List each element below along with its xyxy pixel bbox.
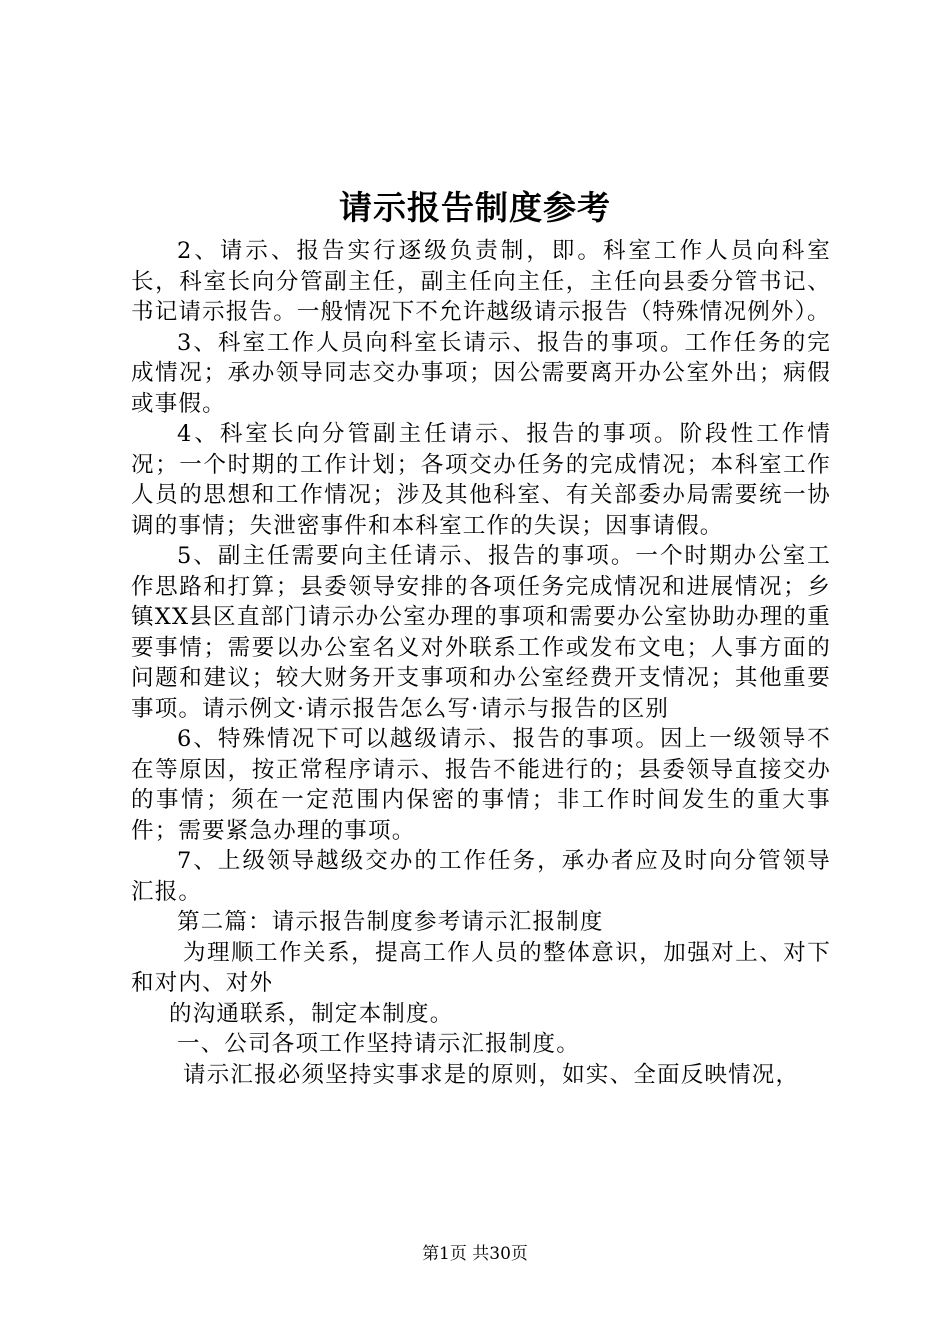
paragraph: 5、副主任需要向主任请示、报告的事项。一个时期办公室工作思路和打算；县委领导安排的各项任务完成情况和进展情况；乡镇XX县区直部门请示办公室办理的事项和需要办公室协助办理的重要事情；需要以办公室名义对外联系工作或发布文电；人事方面的问题和建议；较大财务开支事项和办公室经费开支情况；其他重要事项。请示例文·请示报告怎么写·请示与报告的区别	[131, 543, 831, 722]
paragraph: 一、公司各项工作坚持请示汇报制度。	[177, 1031, 580, 1057]
paragraph: 的沟通联系，制定本制度。	[169, 1000, 454, 1027]
paragraph: 请示汇报必须坚持实事求是的原则，如实、全面反映情况，	[183, 1061, 800, 1088]
paragraph: 7、上级领导越级交办的工作任务，承办者应及时向分管领导汇报。	[131, 848, 831, 905]
document-title: 请示报告制度参考	[339, 188, 611, 227]
page-footer: 第1页 共30页	[422, 1244, 528, 1264]
section-heading: 第二篇：请示报告制度参考请示汇报制度	[177, 909, 604, 935]
paragraph: 3、科室工作人员向科室长请示、报告的事项。工作任务的完成情况；承办领导同志交办事项；因公需要离开办公室外出；病假或事假。	[131, 329, 831, 417]
document-body	[131, 236, 831, 1090]
paragraph: 为理顺工作关系，提高工作人员的整体意识，加强对上、对下和对内、对外	[131, 939, 831, 996]
paragraph: 6、特殊情况下可以越级请示、报告的事项。因上一级领导不在等原因，按正常程序请示、报告不能进行的；县委领导直接交办的事情；须在一定范围内保密的事情；非工作时间发生的重大事件；需要紧急办理的事项。	[131, 726, 831, 844]
paragraph: 4、科室长向分管副主任请示、报告的事项。阶段性工作情况；一个时期的工作计划；各项交办任务的完成情况；本科室工作人员的思想和工作情况；涉及其他科室、有关部委办局需要统一协调的事情；失泄密事件和本科室工作的失误；因事请假。	[131, 421, 831, 539]
paragraph: 2、请示、报告实行逐级负责制，即。科室工作人员向科室长，科室长向分管副主任，副主任向主任，主任向县委分管书记、书记请示报告。一般情况下不允许越级请示报告（特殊情况例外）。	[131, 238, 831, 325]
